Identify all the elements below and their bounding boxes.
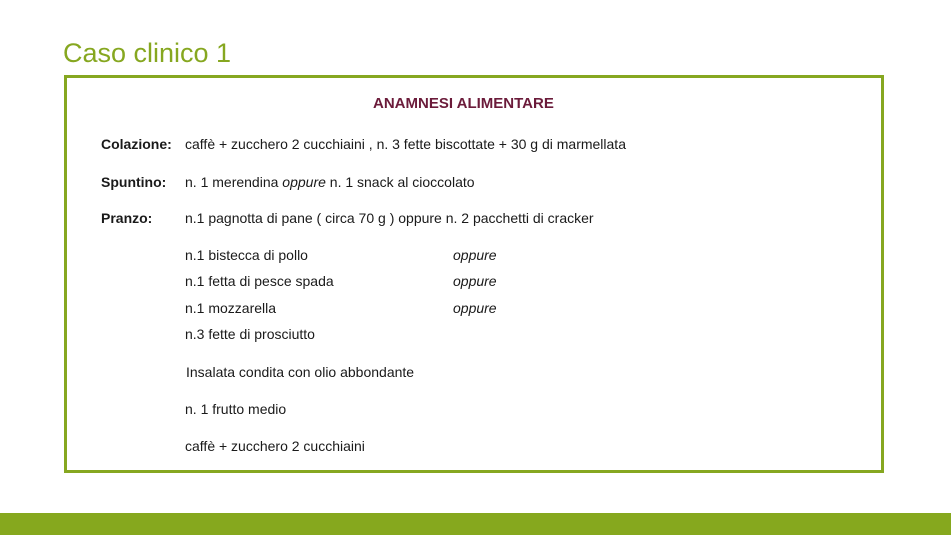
pranzo-text: n.1 pagnotta di pane ( circa 70 g ) oppure n. 2 pacchetti di cracker: [185, 210, 594, 226]
pranzo-option-item: n.3 fette di prosciutto: [185, 326, 315, 342]
spuntino-label: Spuntino:: [101, 174, 167, 190]
spuntino-text: [185, 174, 475, 190]
pranzo-option-item: n.1 fetta di pesce spada: [185, 273, 334, 289]
spuntino-text-before: n. 1 merendina: [185, 174, 283, 190]
footer-bar: [0, 513, 951, 535]
spuntino-text-oppure: oppure: [282, 174, 326, 190]
pranzo-insalata: Insalata condita con olio abbondante: [186, 364, 415, 380]
pranzo-option-alt: oppure: [453, 300, 497, 316]
pranzo-option-item: n.1 mozzarella: [185, 300, 277, 316]
pranzo-option-item: n.1 bistecca di pollo: [185, 247, 308, 263]
pranzo-label: Pranzo:: [101, 210, 153, 226]
pranzo-option-alt: oppure: [453, 247, 497, 263]
spuntino-text-after: n. 1 snack al cioccolato: [325, 174, 475, 190]
slide-title: Caso clinico 1: [63, 38, 232, 68]
section-heading: ANAMNESI ALIMENTARE: [373, 95, 554, 112]
colazione-label: Colazione:: [101, 136, 172, 152]
pranzo-option-alt: oppure: [453, 273, 497, 289]
pranzo-frutto: n. 1 frutto medio: [185, 401, 287, 417]
colazione-text: caffè + zucchero 2 cucchiaini , n. 3 fette biscottate + 30 g di marmellata: [185, 136, 626, 152]
pranzo-caffe: caffè + zucchero 2 cucchiaini: [185, 438, 365, 454]
